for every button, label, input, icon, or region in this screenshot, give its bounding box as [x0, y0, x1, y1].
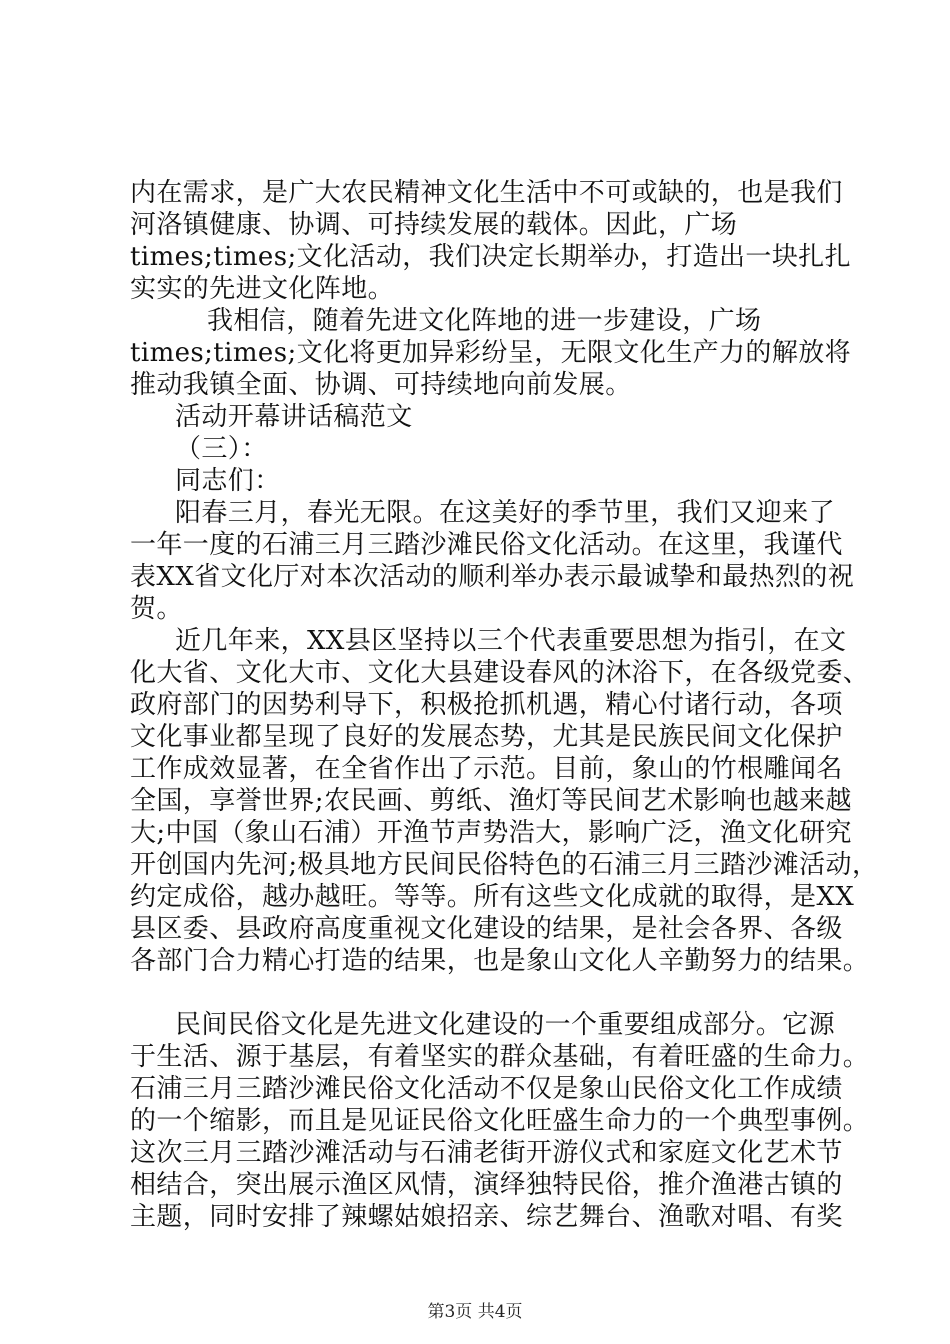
text-line: 文化事业都呈现了良好的发展态势，尤其是民族民间文化保护	[130, 722, 843, 752]
text-line: 民间民俗文化是先进文化建设的一个重要组成部分。它源	[175, 1010, 836, 1040]
text-line: 主题，同时安排了辣螺姑娘招亲、综艺舞台、渔歌对唱、有奖	[130, 1202, 843, 1232]
text-line: 大;中国（象山石浦）开渔节声势浩大，影响广泛，渔文化研究	[130, 818, 852, 848]
text-line: times;times;文化将更加异彩纷呈，无限文化生产力的解放将	[130, 338, 852, 368]
text-line: 推动我镇全面、协调、可持续地向前发展。	[130, 370, 632, 400]
page-footer: 第3页 共4页	[427, 1302, 523, 1322]
text-line: 的一个缩影，而且是见证民俗文化旺盛生命力的一个典型事例。	[130, 1106, 870, 1136]
text-line: times;times;文化活动，我们决定长期举办，打造出一块扎扎	[130, 242, 852, 272]
section-subheading: （三）：	[175, 434, 268, 464]
text-line: 全国，享誉世界;农民画、剪纸、渔灯等民间艺术影响也越来越	[130, 786, 852, 816]
text-line: 贺。	[130, 594, 183, 624]
text-line: 近几年来，XX县区坚持以三个代表重要思想为指引，在文	[175, 626, 847, 656]
text-line: 表XX省文化厅对本次活动的顺利举办表示最诚挚和最热烈的祝	[130, 562, 855, 592]
text-line: 各部门合力精心打造的结果，也是象山文化人辛勤努力的结果。	[130, 946, 870, 976]
text-line: 内在需求，是广大农民精神文化生活中不可或缺的，也是我们	[130, 178, 843, 208]
text-line: 县区委、县政府高度重视文化建设的结果，是社会各界、各级	[130, 914, 843, 944]
text-line: 政府部门的因势利导下，积极抢抓机遇，精心付诸行动，各项	[130, 690, 843, 720]
text-line: 实实的先进文化阵地。	[130, 274, 395, 304]
text-line: 我相信，随着先进文化阵地的进一步建设，广场	[207, 306, 762, 336]
text-line: 石浦三月三踏沙滩民俗文化活动不仅是象山民俗文化工作成绩	[130, 1074, 843, 1104]
text-line: 于生活、源于基层，有着坚实的群众基础，有着旺盛的生命力。	[130, 1042, 870, 1072]
text-line: 相结合，突出展示渔区风情，演绎独特民俗，推介渔港古镇的	[130, 1170, 843, 1200]
text-line: 化大省、文化大市、文化大县建设春风的沐浴下，在各级党委、	[130, 658, 870, 688]
text-line: 这次三月三踏沙滩活动与石浦老街开游仪式和家庭文化艺术节	[130, 1138, 843, 1168]
salutation: 同志们：	[175, 466, 281, 496]
text-line: 阳春三月，春光无限。在这美好的季节里，我们又迎来了	[175, 498, 836, 528]
text-line: 工作成效显著，在全省作出了示范。目前，象山的竹根雕闻名	[130, 754, 843, 784]
text-line: 约定成俗，越办越旺。等等。所有这些文化成就的取得，是XX	[130, 882, 855, 912]
text-line: 开创国内先河;极具地方民间民俗特色的石浦三月三踏沙滩活动，	[130, 850, 879, 880]
text-line: 河洛镇健康、协调、可持续发展的载体。因此，广场	[130, 210, 738, 240]
text-line: 一年一度的石浦三月三踏沙滩民俗文化活动。在这里，我谨代	[130, 530, 843, 560]
section-heading: 活动开幕讲话稿范文	[175, 402, 413, 432]
